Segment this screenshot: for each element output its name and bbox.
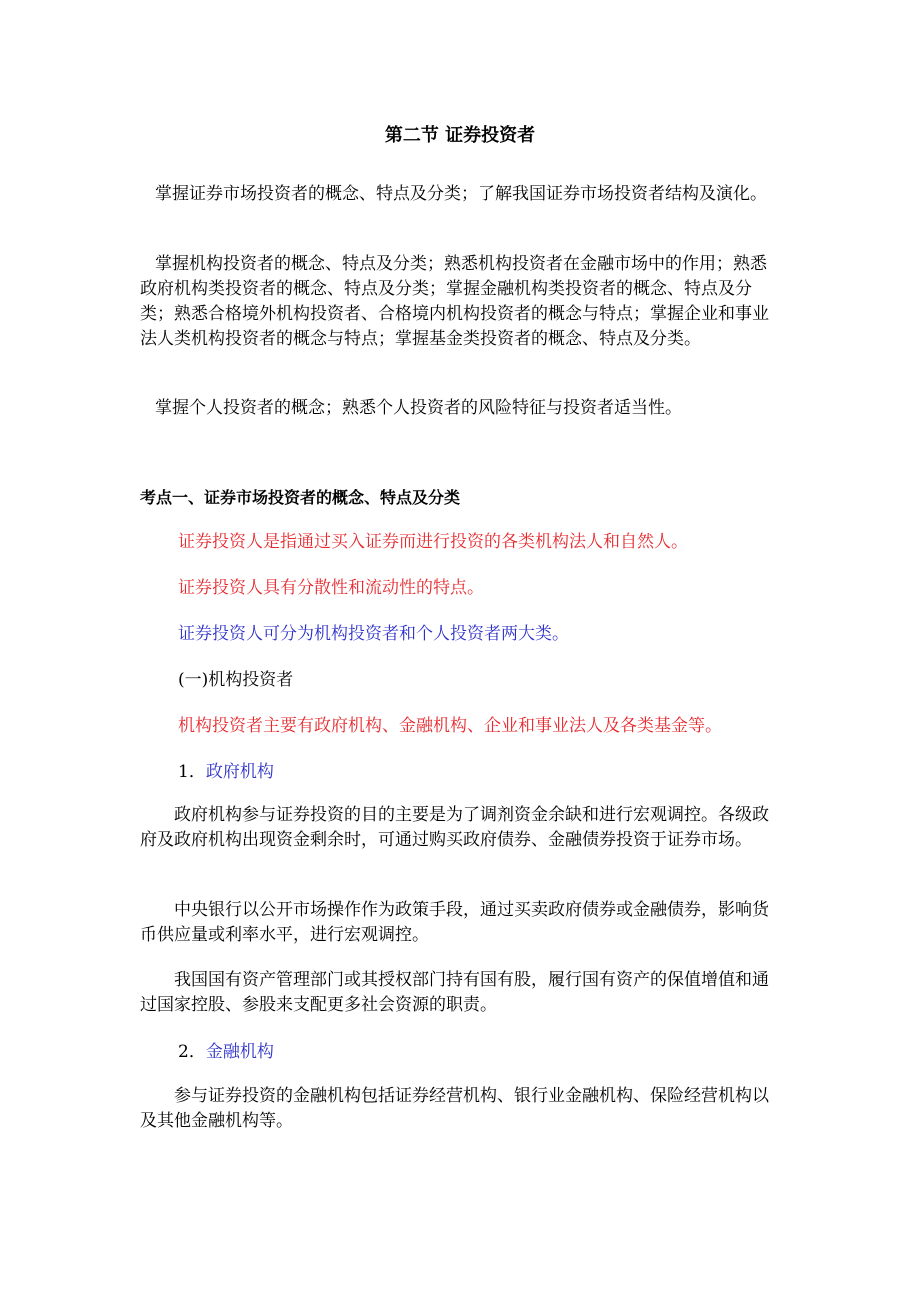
page-title: 第二节 证券投资者 (384, 125, 536, 146)
gov-paragraph-1: 政府机构参与证券投资的目的主要是为了调剂资金余缺和进行宏观调控。各级政府及政府机构出现资金剩余时，可通过购买政府债券、金融债券投资于证券市场。 (140, 805, 769, 850)
objective-paragraph-1: 掌握证券市场投资者的概念、特点及分类；了解我国证券市场投资者结构及演化。 (155, 184, 767, 204)
classification-text: 证券投资人可分为机构投资者和个人投资者两大类。 (178, 624, 569, 644)
fin-paragraph-1: 参与证券投资的金融机构包括证券经营机构、银行业金融机构、保险经营机构以及其他金融机构等。 (140, 1086, 769, 1131)
item-government (178, 760, 274, 785)
objective-paragraph-2: 掌握机构投资者的概念、特点及分类；熟悉机构投资者在金融市场中的作用；熟悉政府机构类投资者的概念、特点及分类；掌握金融机构类投资者的概念、特点及分类；熟悉合格境外机构投资者、合格境内机构投资者的概念与特点；掌握企业和事业法人类机构投资者的概念与特点；掌握基金类投资者的概念、特点及分类。 (140, 254, 769, 349)
section-heading: 考点一、证券市场投资者的概念、特点及分类 (140, 488, 461, 507)
item-number: 2． (178, 1042, 206, 1062)
gov-paragraph-2: 中央银行以公开市场操作作为政策手段，通过买卖政府债券或金融债券，影响货币供应量或利率水平，进行宏观调控。 (140, 900, 769, 945)
institution-types-text: 机构投资者主要有政府机构、金融机构、企业和事业法人及各类基金等。 (178, 716, 722, 736)
item-number: 1． (178, 762, 206, 782)
item-financial (178, 1040, 274, 1065)
sub-heading: (一)机构投资者 (178, 670, 294, 690)
item-label: 金融机构 (205, 1042, 274, 1062)
item-label: 政府机构 (205, 762, 274, 782)
definition-text: 证券投资人是指通过买入证券而进行投资的各类机构法人和自然人。 (178, 532, 688, 552)
features-text: 证券投资人具有分散性和流动性的特点。 (178, 578, 484, 598)
gov-paragraph-3: 我国国有资产管理部门或其授权部门持有国有股，履行国有资产的保值增值和通过国家控股、参股来支配更多社会资源的职责。 (140, 970, 769, 1015)
objective-paragraph-3: 掌握个人投资者的概念；熟悉个人投资者的风险特征与投资者适当性。 (155, 398, 682, 418)
